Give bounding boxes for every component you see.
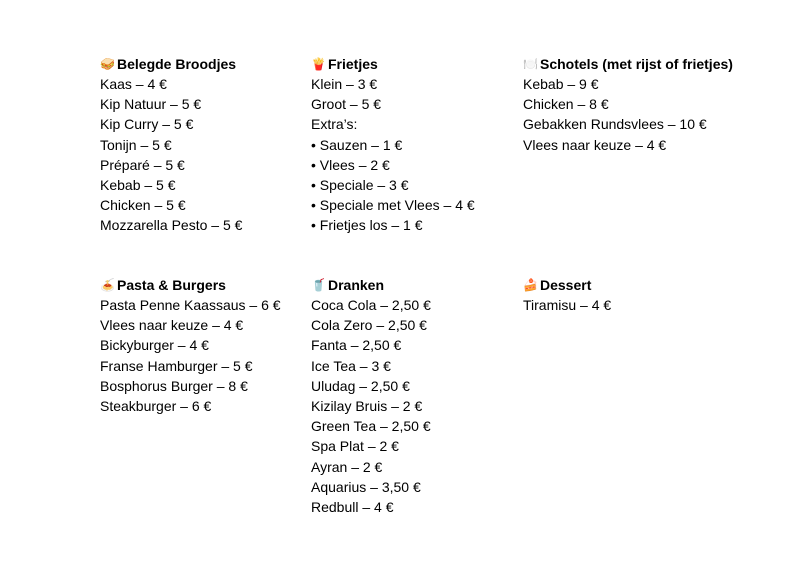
menu-item: • Sauzen – 1 € xyxy=(311,136,403,153)
section-title-text: Schotels (met rijst of frietjes) xyxy=(540,56,733,72)
menu-item: Tonijn – 5 € xyxy=(100,136,172,153)
menu-item: Vlees naar keuze – 4 € xyxy=(523,136,667,153)
section-title xyxy=(523,54,733,74)
menu-item: • Speciale met Vlees – 4 € xyxy=(311,197,475,214)
section-title-text: Pasta & Burgers xyxy=(117,277,226,293)
section-dessert xyxy=(523,275,723,315)
spaghetti-icon: 🍝 xyxy=(100,278,115,292)
menu-item: Steakburger – 6 € xyxy=(100,398,212,415)
menu-item: Tiramisu – 4 € xyxy=(523,297,612,313)
section-dranken xyxy=(311,275,511,517)
section-schotels xyxy=(523,54,733,155)
plate-icon: 🍽️ xyxy=(523,57,538,71)
menu-item: Kip Curry – 5 € xyxy=(100,116,194,133)
section-title-text: Frietjes xyxy=(328,56,378,72)
menu-item: Mozzarella Pesto – 5 € xyxy=(100,217,243,234)
menu-item: Bickyburger – 4 € xyxy=(100,337,209,354)
menu-item: Chicken – 5 € xyxy=(100,197,186,214)
menu-item: Pasta Penne Kaassaus – 6 € xyxy=(100,297,281,313)
menu-item: Gebakken Rundsvlees – 10 € xyxy=(523,116,707,133)
menu-item-list xyxy=(100,74,300,236)
cake-icon: 🍰 xyxy=(523,278,538,292)
menu-item: Chicken – 8 € xyxy=(523,96,609,113)
menu-item: Kebab – 9 € xyxy=(523,76,599,92)
section-title xyxy=(523,275,723,295)
menu-item-list xyxy=(523,74,733,155)
menu-item: Cola Zero – 2,50 € xyxy=(311,317,427,334)
drink-cup-icon: 🥤 xyxy=(311,278,326,292)
section-title xyxy=(311,275,511,295)
section-title xyxy=(100,54,300,74)
section-title xyxy=(311,54,511,74)
menu-item: Ayran – 2 € xyxy=(311,458,383,475)
fries-icon: 🍟 xyxy=(311,57,326,71)
menu-item: Kizilay Bruis – 2 € xyxy=(311,398,423,415)
menu-item: Vlees naar keuze – 4 € xyxy=(100,317,244,334)
menu-item-list xyxy=(523,295,723,315)
menu-item: • Frietjes los – 1 € xyxy=(311,217,423,234)
menu-item: Kebab – 5 € xyxy=(100,177,176,194)
menu-item: Spa Plat – 2 € xyxy=(311,438,399,455)
menu-item: Bosphorus Burger – 8 € xyxy=(100,377,248,394)
menu-item-list xyxy=(311,295,511,517)
menu-item: • Speciale – 3 € xyxy=(311,177,409,194)
sandwich-icon: 🥪 xyxy=(100,57,115,71)
menu-item-list xyxy=(100,295,300,416)
menu-item-list xyxy=(311,74,511,236)
menu-item: Fanta – 2,50 € xyxy=(311,337,402,354)
menu-item: Franse Hamburger – 5 € xyxy=(100,357,253,374)
menu-item: Redbull – 4 € xyxy=(311,499,394,516)
menu-item: Klein – 3 € xyxy=(311,76,378,92)
menu-item: Coca Cola – 2,50 € xyxy=(311,297,431,313)
section-title-text: Belegde Broodjes xyxy=(117,56,237,72)
menu-item: Kip Natuur – 5 € xyxy=(100,96,202,113)
menu-item: Préparé – 5 € xyxy=(100,156,185,173)
menu-item: Groot – 5 € xyxy=(311,96,382,113)
menu-item: Aquarius – 3,50 € xyxy=(311,478,421,495)
section-pasta-burgers xyxy=(100,275,300,416)
menu-item: • Vlees – 2 € xyxy=(311,156,390,173)
menu-item: Kaas – 4 € xyxy=(100,76,167,92)
section-belegde-broodjes xyxy=(100,54,300,236)
menu-item: Ice Tea – 3 € xyxy=(311,357,391,374)
section-frietjes xyxy=(311,54,511,236)
section-title-text: Dranken xyxy=(328,277,385,293)
menu-item: Uludag – 2,50 € xyxy=(311,377,410,394)
section-title xyxy=(100,275,300,295)
menu-item: Extra’s: xyxy=(311,116,358,133)
menu-item: Green Tea – 2,50 € xyxy=(311,418,431,435)
section-title-text: Dessert xyxy=(540,277,592,293)
